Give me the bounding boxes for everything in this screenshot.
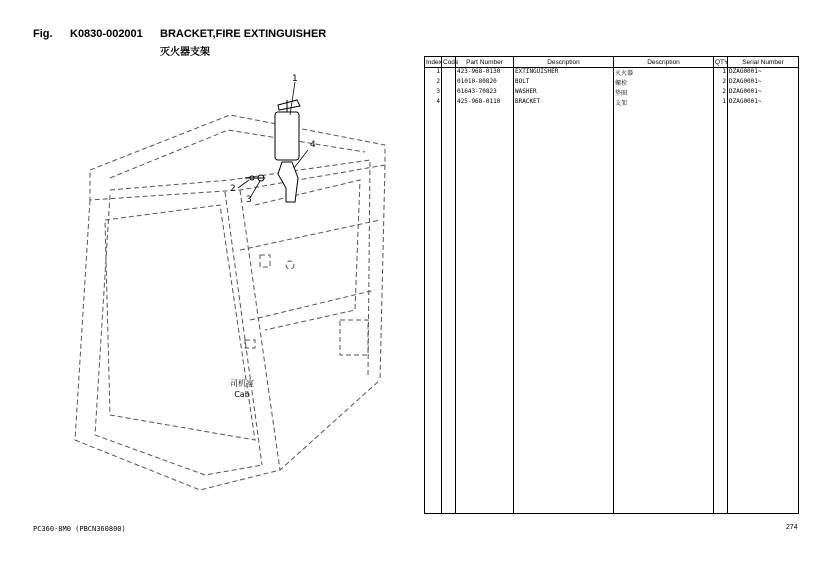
cell-index: 1	[425, 68, 442, 79]
column-header-qty: QTY	[715, 58, 729, 66]
column-header-description: Description	[514, 57, 614, 68]
column-header-serial-number: Serial Number	[728, 57, 799, 68]
column-header-description-cn: Description	[614, 57, 714, 68]
cell-part-number: 423-968-0130	[456, 68, 514, 79]
cell-part-number: 01010-80820	[456, 78, 514, 88]
callout-3: 3	[246, 195, 252, 205]
cell-part-number: 01643-70823	[456, 88, 514, 98]
table-row	[425, 78, 799, 88]
footer-model: PC360-8M0 (PBCN360800)	[33, 525, 126, 533]
table-row	[425, 98, 799, 108]
cell-index: 2	[425, 78, 442, 88]
cell-description-cn: 垫圈	[614, 88, 714, 98]
table-row	[425, 88, 799, 98]
cell-serial-number: DZAG0001~	[728, 98, 799, 108]
cell-description-cn: 螺栓	[614, 78, 714, 88]
cell-code	[442, 78, 456, 88]
cell-description: WASHER	[514, 88, 614, 98]
figure-label: Fig.	[33, 28, 53, 40]
cell-index: 3	[425, 88, 442, 98]
cab-label: Cab	[234, 390, 250, 399]
figure-code: K0830-002001	[70, 28, 143, 40]
cell-serial-number: DZAG0001~	[728, 68, 799, 79]
page-title-chinese: 灭火器支架	[160, 47, 210, 58]
callout-2: 2	[230, 184, 236, 194]
cell-description: BOLT	[514, 78, 614, 88]
cell-qty: 2	[714, 78, 728, 88]
cab-drawing	[50, 70, 430, 510]
cell-index: 4	[425, 98, 442, 108]
cell-qty: 1	[714, 98, 728, 108]
cell-serial-number: DZAG0001~	[728, 88, 799, 98]
callout-4: 4	[310, 140, 316, 150]
cell-description: BRACKET	[514, 98, 614, 108]
cab-label-chinese: 司机室	[230, 379, 254, 388]
cell-code	[442, 68, 456, 79]
parts-table	[424, 56, 799, 514]
table-header-row	[425, 57, 799, 68]
table-row	[425, 68, 799, 79]
cell-description-cn: 支架	[614, 98, 714, 108]
cell-code	[442, 98, 456, 108]
column-header-index: Index	[426, 58, 442, 66]
callout-1: 1	[292, 74, 298, 84]
cell-serial-number: DZAG0001~	[728, 78, 799, 88]
page-title: BRACKET,FIRE EXTINGUISHER	[160, 28, 327, 40]
cell-description: EXTINGUISHER	[514, 68, 614, 79]
cell-qty: 1	[714, 68, 728, 79]
table-filler-row	[425, 108, 799, 514]
cell-qty: 2	[714, 88, 728, 98]
cell-code	[442, 88, 456, 98]
cell-description-cn: 灭火器	[614, 68, 714, 79]
page-number: 274	[786, 524, 798, 531]
column-header-code: Code	[443, 58, 459, 66]
column-header-part-number: Part Number	[456, 57, 514, 68]
cell-part-number: 425-968-0110	[456, 98, 514, 108]
